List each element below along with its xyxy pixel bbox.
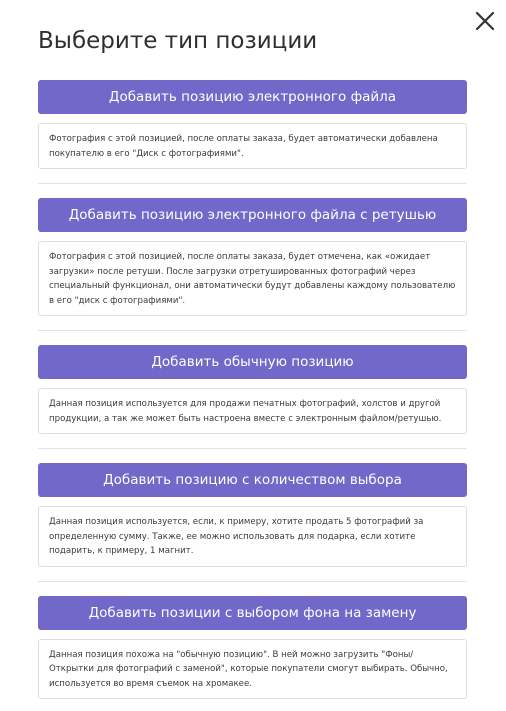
option-description: Фотография с этой позицией, после оплаты заказа, будет отмечена, как «ожидает загрузки» после ретуши. После загрузки отретушированных фотографий через специальный функционал, они автоматически будут добавлены каждому пользователю в его "диск с фотографиями".	[38, 241, 467, 316]
close-button[interactable]	[473, 9, 497, 33]
option-description: Данная позиция похожа на "обычную позицию". В ней можно загрузить "Фоны/Открытки для фотографий с заменой", которые покупатели смогут выбирать. Обычно, используется во время съемок на хромакее.	[38, 639, 467, 700]
option-description: Данная позиция используется для продажи печатных фотографий, холстов и другой продукции, а так же может быть настроена вместе с электронным файлом/ретушью.	[38, 388, 467, 434]
dialog-title: Выберите тип позиции	[38, 28, 318, 54]
option-background-replacement	[38, 596, 467, 700]
option-regular	[38, 345, 467, 449]
option-description: Данная позиция используется, если, к примеру, хотите продать 5 фотографий за определенную сумму. Также, ее можно использовать для подарка, если хотите подарить, к примеру, 1 магнит.	[38, 506, 467, 567]
close-icon	[473, 9, 497, 33]
add-electronic-file-button[interactable]: Добавить позицию электронного файла	[38, 80, 467, 114]
option-electronic-file	[38, 80, 467, 184]
add-regular-position-button[interactable]: Добавить обычную позицию	[38, 345, 467, 379]
options-list	[38, 80, 467, 699]
add-background-replacement-button[interactable]: Добавить позиции с выбором фона на замену	[38, 596, 467, 630]
option-quantity-choice	[38, 463, 467, 582]
option-description: Фотография с этой позицией, после оплаты заказа, будет автоматически добавлена покупателю в его "Диск с фотографиями".	[38, 123, 467, 169]
add-quantity-choice-button[interactable]: Добавить позицию с количеством выбора	[38, 463, 467, 497]
add-electronic-file-retouch-button[interactable]: Добавить позицию электронного файла с ретушью	[38, 198, 467, 232]
option-electronic-file-retouch	[38, 198, 467, 331]
